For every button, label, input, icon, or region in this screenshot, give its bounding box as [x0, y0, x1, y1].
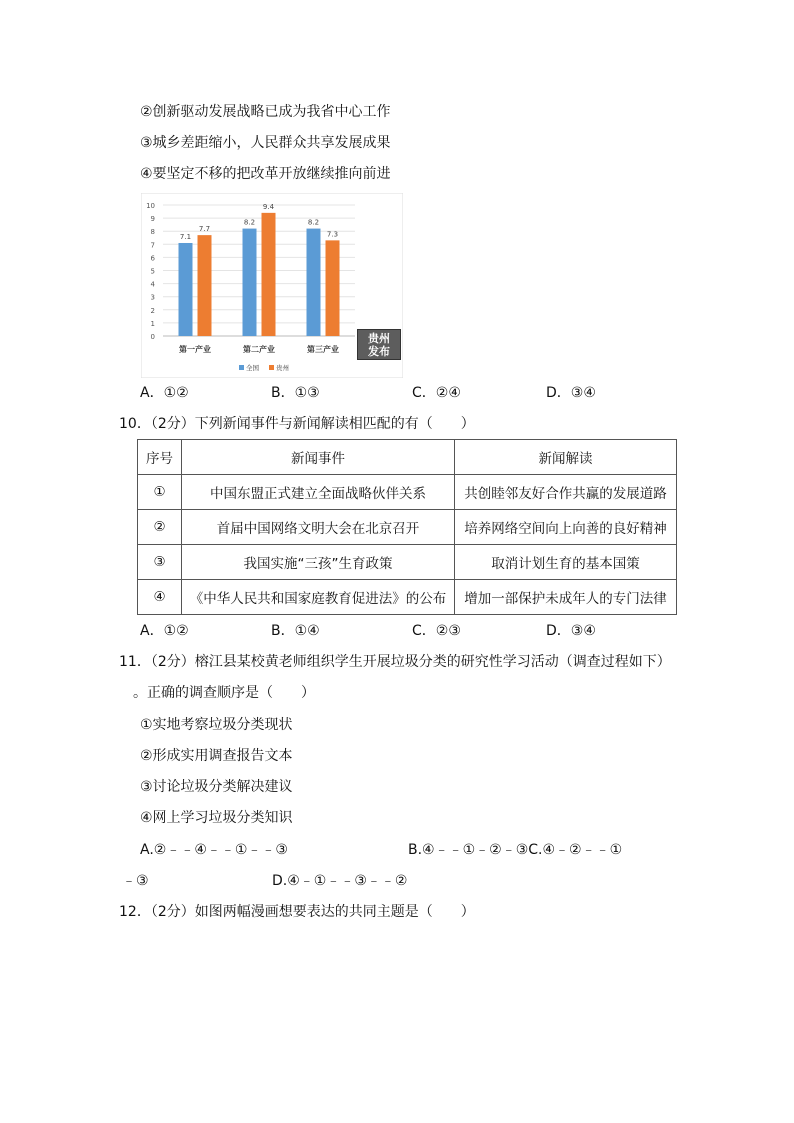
q11-option-d[interactable]: D.④﹣①﹣﹣③﹣﹣②	[272, 873, 408, 889]
q11-option-a[interactable]: A.②﹣﹣④﹣﹣①﹣﹣③	[140, 842, 288, 858]
q11-option-c-cont: ﹣③	[122, 873, 149, 889]
chart-x-axis	[179, 344, 339, 354]
q11-item-2: ②形成实用调查报告文本	[140, 748, 293, 764]
news-interpretation: 增加一部保护未成年人的专门法律	[455, 580, 677, 615]
bar	[179, 243, 193, 336]
news-table	[137, 439, 677, 615]
header-news-interpretation: 新闻解读	[455, 440, 677, 475]
y-tick-label: 3	[150, 293, 155, 302]
legend-label: 贵州	[276, 364, 289, 372]
q9-options	[140, 383, 640, 403]
table-row	[138, 580, 677, 615]
header-number: 序号	[138, 440, 182, 475]
q11-item-4: ④网上学习垃圾分类知识	[140, 810, 293, 826]
y-tick-label: 0	[150, 333, 155, 341]
q11-stem-cont: 。正确的调查顺序是（ ）	[133, 685, 315, 701]
data-label: 8.2	[307, 218, 320, 227]
row-number: ④	[138, 580, 182, 615]
guizhou-release-logo: 贵州 发布	[357, 329, 401, 360]
y-tick-label: 9	[150, 215, 155, 224]
bar	[326, 240, 340, 336]
news-interpretation: 共创睦邻友好合作共赢的发展道路	[455, 475, 677, 510]
row-number: ②	[138, 510, 182, 545]
bar	[198, 235, 212, 336]
q9-option-d[interactable]: D．③④	[546, 385, 596, 401]
legend-swatch	[269, 365, 274, 370]
y-tick-label: 7	[150, 241, 155, 250]
data-label: 7.1	[179, 232, 192, 241]
y-tick-label: 2	[150, 306, 155, 315]
legend-swatch	[239, 365, 244, 370]
y-tick-label: 6	[150, 254, 155, 263]
q11-option-b-c[interactable]: B.④﹣﹣①﹣②﹣③C.④﹣②﹣﹣①	[408, 842, 623, 858]
news-interpretation: 取消计划生育的基本国策	[455, 545, 677, 580]
row-number: ①	[138, 475, 182, 510]
y-tick-label: 8	[150, 228, 155, 237]
q9-item-2: ②创新驱动发展战略已成为我省中心工作	[140, 104, 391, 120]
data-label: 7.7	[198, 225, 211, 234]
q10-option-d[interactable]: D．③④	[546, 623, 596, 639]
x-tick-label: 第三产业	[307, 345, 339, 354]
table-header-row	[138, 440, 677, 475]
table-row	[138, 510, 677, 545]
q10-stem: 10．（2分）下列新闻事件与新闻解读相匹配的有（ ）	[119, 416, 475, 432]
x-tick-label: 第二产业	[243, 345, 275, 354]
data-label: 9.4	[262, 202, 275, 211]
q9-option-a[interactable]: A．①②	[140, 385, 189, 401]
data-label: 8.2	[243, 218, 256, 227]
bar	[307, 229, 321, 336]
q11-stem: 11．（2分）榕江县某校黄老师组织学生开展垃圾分类的研究性学习活动（调查过程如下）	[119, 654, 671, 670]
q11-item-3: ③讨论垃圾分类解决建议	[140, 779, 293, 795]
row-number: ③	[138, 545, 182, 580]
q11-item-1: ①实地考察垃圾分类现状	[140, 717, 293, 733]
q9-option-c[interactable]: C．②④	[412, 385, 461, 401]
q9-item-3: ③城乡差距缩小，人民群众共享发展成果	[140, 135, 391, 151]
table-row	[138, 475, 677, 510]
news-event: 《中华人民共和国家庭教育促进法》的公布	[182, 580, 455, 615]
y-tick-label: 4	[150, 280, 155, 289]
q10-option-a[interactable]: A．①②	[140, 623, 189, 639]
q9-item-4: ④要坚定不移的把改革开放继续推向前进	[140, 166, 391, 182]
news-interpretation: 培养网络空间向上向善的良好精神	[455, 510, 677, 545]
data-label: 7.3	[326, 230, 339, 239]
q10-option-c[interactable]: C．②③	[412, 623, 461, 639]
news-event: 我国实施“三孩”生育政策	[182, 545, 455, 580]
header-news-event: 新闻事件	[182, 440, 455, 475]
y-tick-label: 1	[150, 319, 155, 328]
q10-option-b[interactable]: B．①④	[271, 623, 320, 639]
y-tick-label: 10	[146, 202, 155, 210]
bar	[243, 229, 257, 336]
news-event: 中国东盟正式建立全面战略伙伴关系	[182, 475, 455, 510]
bar	[262, 213, 276, 336]
y-tick-label: 5	[150, 267, 155, 276]
news-event: 首届中国网络文明大会在北京召开	[182, 510, 455, 545]
legend-label: 全国	[246, 364, 259, 372]
x-tick-label: 第一产业	[179, 345, 211, 354]
table-row	[138, 545, 677, 580]
q9-option-b[interactable]: B．①③	[271, 385, 320, 401]
q10-options	[140, 621, 640, 641]
q12-stem: 12．（2分）如图两幅漫画想要表达的共同主题是（ ）	[119, 904, 475, 920]
